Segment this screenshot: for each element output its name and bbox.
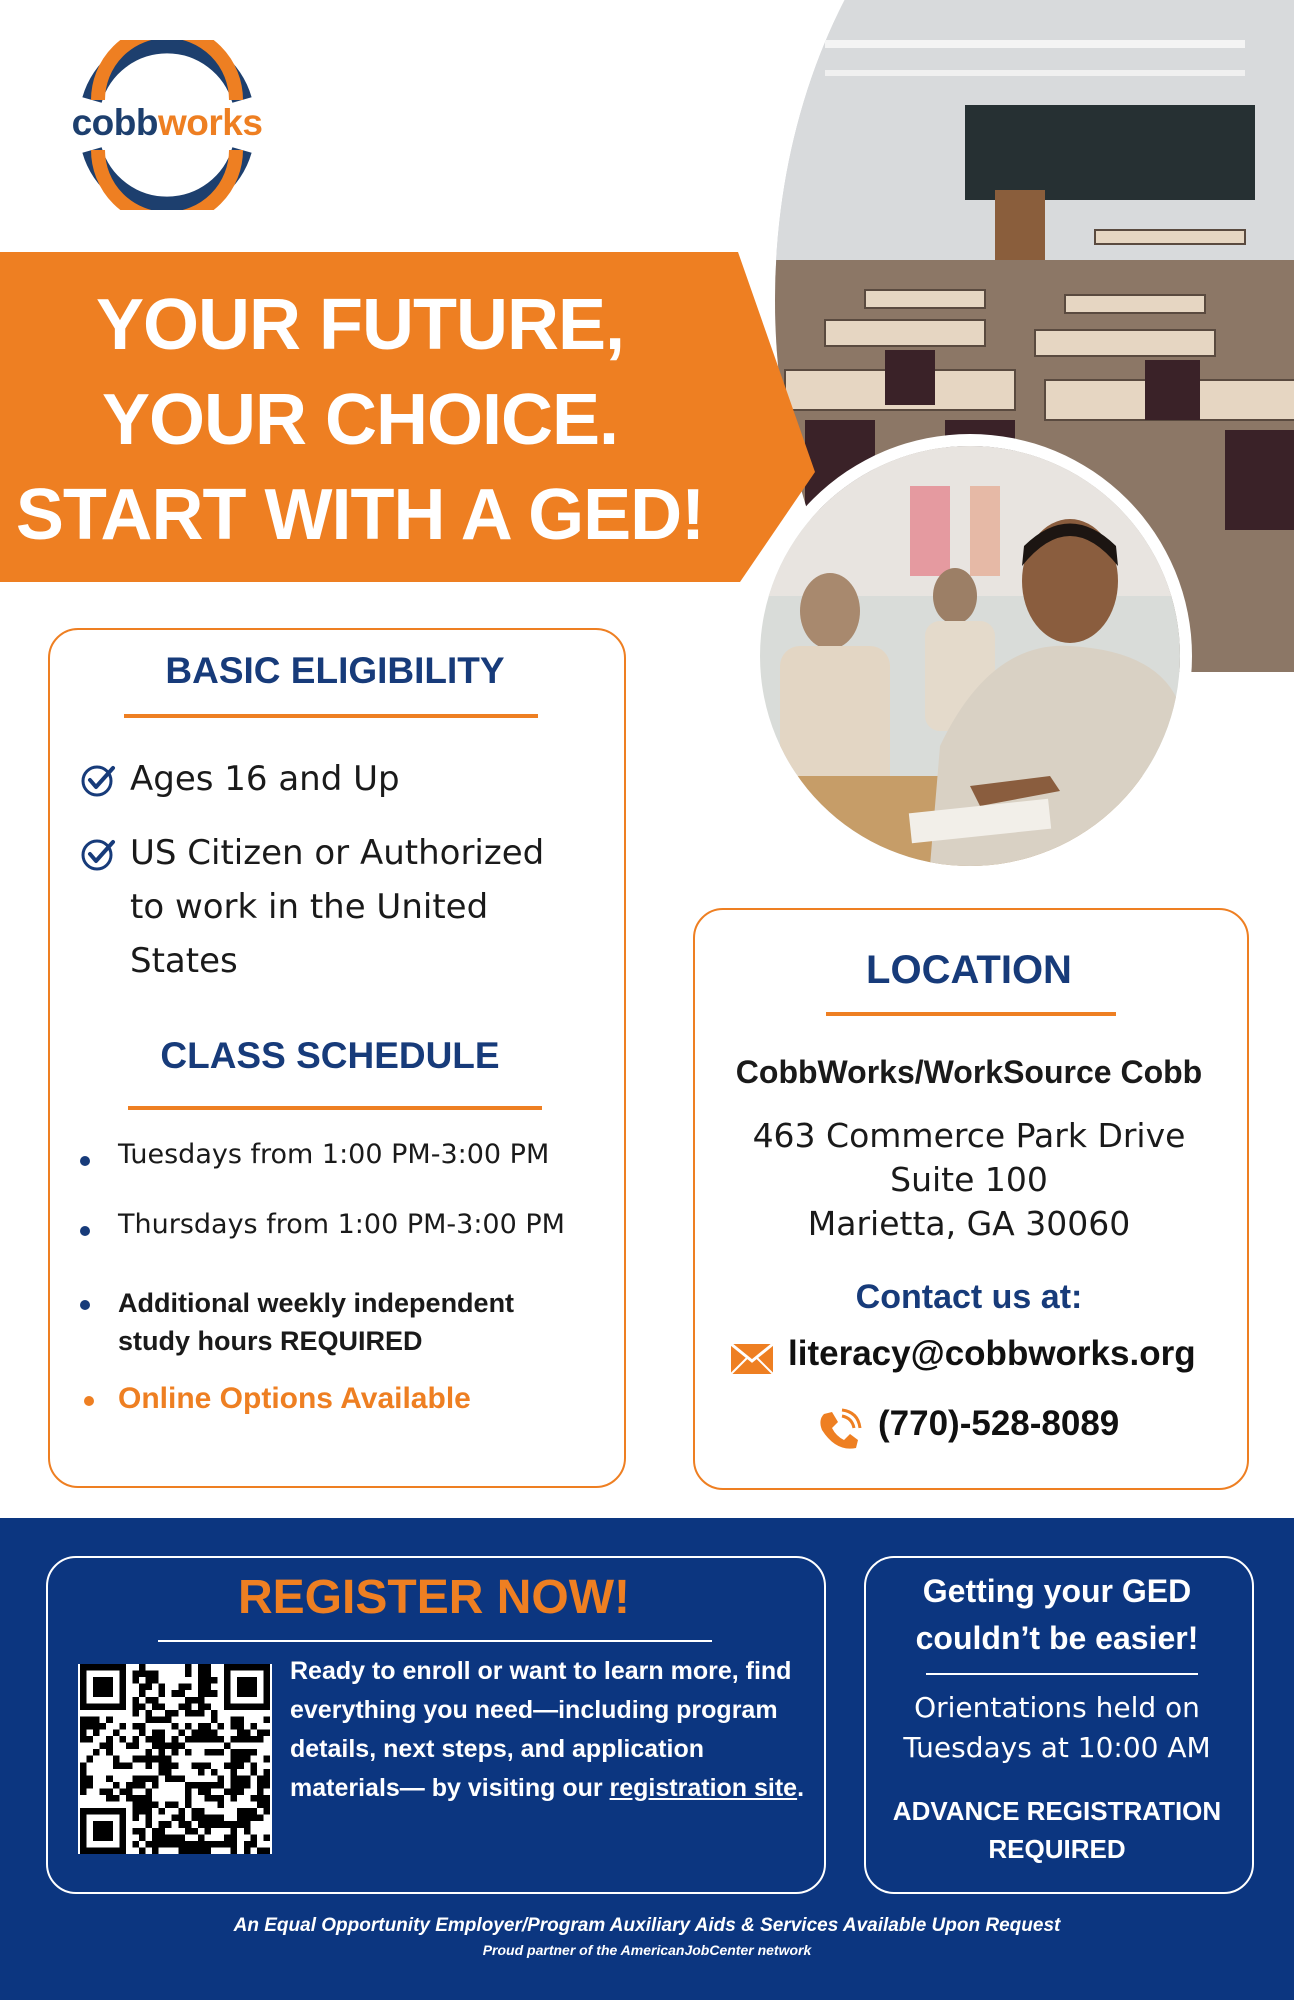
- eligibility-item-text: Ages 16 and Up: [130, 759, 400, 799]
- schedule-divider: [128, 1106, 542, 1110]
- check-circle-icon: [80, 836, 116, 872]
- bullet-dot: [84, 1396, 94, 1406]
- schedule-item-online: Online Options Available: [118, 1382, 471, 1415]
- contact-label: Contact us at:: [855, 1278, 1083, 1316]
- envelope-icon: [729, 1342, 775, 1376]
- bullet-dot: [80, 1226, 90, 1236]
- ged-advance-registration: ADVANCE REGISTRATION REQUIRED: [892, 1796, 1222, 1864]
- schedule-item: Thursdays from 1:00 PM-3:00 PM: [118, 1209, 565, 1240]
- qr-code-graphic: [78, 1664, 272, 1854]
- headline-line2: YOUR CHOICE.: [101, 380, 619, 460]
- check-circle-icon: [80, 762, 116, 798]
- eligibility-item-text: US Citizen or Authorized to work in the United States: [130, 833, 545, 981]
- cobbworks-logo: [62, 40, 272, 210]
- eligibility-divider: [124, 714, 538, 718]
- location-address-line: Suite 100: [890, 1160, 1048, 1199]
- ged-orientation: Orientations held on Tuesdays at 10:00 AM: [903, 1691, 1211, 1764]
- footer-partner: Proud partner of the AmericanJobCenter network: [482, 1942, 812, 1958]
- ged-divider: [926, 1673, 1198, 1675]
- location-address-line: Marietta, GA 30060: [807, 1204, 1131, 1243]
- register-text: [290, 1652, 810, 1808]
- headline-line3: START WITH A GED!: [15, 475, 705, 555]
- register-divider: [158, 1640, 712, 1642]
- student-photo: [760, 446, 1180, 866]
- headline: [0, 278, 720, 563]
- logo-text-cobb: cobb: [71, 102, 158, 143]
- eligibility-item: [80, 752, 600, 806]
- contact-phone[interactable]: (770)-528-8089: [878, 1404, 1120, 1443]
- location-title: LOCATION: [866, 948, 1072, 992]
- eligibility-title: BASIC ELIGIBILITY: [165, 650, 505, 691]
- location-name: CobbWorks/WorkSource Cobb: [735, 1054, 1203, 1090]
- register-body: Ready to enroll or want to learn more, find everything you need—including program details, next steps, and application materials— by visiting our: [290, 1657, 792, 1802]
- bullet-dot: [80, 1156, 90, 1166]
- location-divider: [826, 1012, 1116, 1016]
- schedule-item-required: Additional weekly independent study hours REQUIRED: [118, 1288, 515, 1356]
- headline-line1: YOUR FUTURE,: [96, 285, 624, 365]
- schedule-item: Tuesdays from 1:00 PM-3:00 PM: [118, 1139, 550, 1170]
- logo-text-works: works: [157, 102, 263, 143]
- contact-email[interactable]: literacy@cobbworks.org: [788, 1334, 1196, 1373]
- footer-eeo: An Equal Opportunity Employer/Program Auxiliary Aids & Services Available Upon Request: [233, 1915, 1061, 1936]
- phone-icon: [816, 1408, 862, 1454]
- schedule-title: CLASS SCHEDULE: [160, 1035, 500, 1076]
- ged-title: Getting your GED couldn’t be easier!: [915, 1573, 1199, 1656]
- location-address-line: 463 Commerce Park Drive: [752, 1116, 1186, 1155]
- registration-site-link[interactable]: registration site: [609, 1774, 798, 1802]
- eligibility-item: [80, 826, 600, 988]
- register-period: .: [797, 1774, 805, 1802]
- logo-wordmark: [62, 102, 272, 144]
- location-card: [693, 908, 1249, 1490]
- register-title: REGISTER NOW!: [238, 1571, 630, 1624]
- qr-code[interactable]: [78, 1664, 272, 1854]
- bullet-dot: [80, 1300, 90, 1310]
